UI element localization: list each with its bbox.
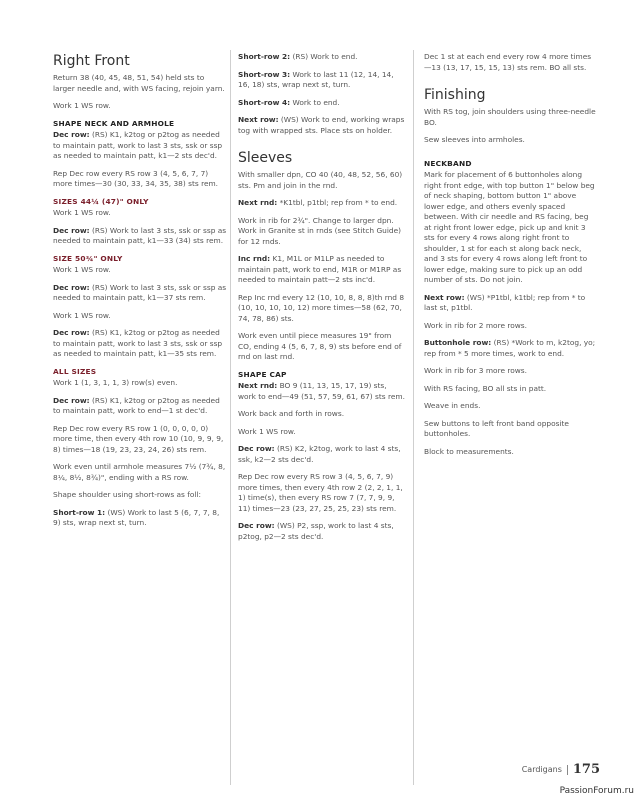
paragraph (424, 338, 596, 359)
paragraph: Work 1 WS row. (53, 101, 111, 110)
paragraph: Shape shoulder using short-rows as foll: (53, 490, 201, 499)
paragraph (53, 396, 228, 417)
page-number: 175 (572, 762, 600, 777)
paragraph: Work 1 WS row. (53, 310, 111, 320)
paragraph (238, 52, 406, 63)
subheading-shape-cap: SHAPE CAP (238, 369, 287, 379)
row-label: Dec row: (53, 225, 90, 235)
paragraph: Rep Dec row every RS row 3 (4, 5, 6, 7, 9) more times, then every 4th row 2 (2, 2, 1, 1, 1) time(s), then every RS row 7 (7, 7, 9, 9, 11) times—23 (23, 27, 25, 25, 23) sts rem. (238, 472, 403, 513)
paragraph: Weave in ends. (424, 401, 481, 410)
row-text: (RS) Work to last 3 sts, ssk or ssp as needed to maintain patt, k1—37 sts rem. (53, 282, 227, 302)
row-label: Dec row: (53, 328, 90, 337)
row-label: Next row: (238, 115, 279, 124)
row-label: Next rnd: (238, 381, 278, 390)
paragraph: Work in rib for 2 more rows. (424, 320, 527, 330)
paragraph: Work 1 WS row. (53, 208, 111, 217)
footer-section: Cardigans (521, 765, 562, 774)
paragraph: Sew sleeves into armholes. (424, 135, 525, 144)
row-text: (WS) Work to last 5 (6, 7, 7, 8, 9) sts, wrap next st, turn. (53, 507, 220, 527)
paragraph: Sew buttons to left front band opposite buttonholes. (424, 418, 569, 438)
paragraph (53, 130, 228, 162)
paragraph: Work back and forth in rows. (238, 409, 345, 418)
row-label: Dec row: (238, 521, 275, 530)
row-text: Work to end. (290, 97, 340, 107)
row-label: Short-row 2: (238, 52, 291, 61)
row-label: Short-row 3: (238, 69, 291, 79)
paragraph: Work in rib for 2¾". Change to larger dpn. Work in Granite st in rnds (see Stitch Guide) for 12 rnds. (238, 215, 402, 246)
paragraph: Return 38 (40, 45, 48, 51, 54) held sts to larger needle and, with WS facing, rejoin yarn. (53, 73, 225, 93)
paragraph (53, 328, 228, 360)
paragraph: Work even until armhole measures 7½ (7¾, 8, 8¼, 8½, 8¾)", ending with a RS row. (53, 462, 226, 482)
section-title-finishing: Finishing (424, 87, 486, 103)
watermark: PassionForum.ru (559, 786, 634, 796)
page-footer (470, 762, 600, 778)
paragraph (238, 254, 406, 286)
subheading-shape-neck: SHAPE NECK AND ARMHOLE (53, 118, 175, 128)
paragraph: Work in rib for 3 more rows. (424, 366, 527, 375)
row-text: K1, M1L or M1LP as needed to maintain patt, work to end, M1R or M1RP as needed to maintain patt—2 sts inc'd. (238, 254, 402, 284)
paragraph (238, 70, 406, 91)
row-label: Dec row: (53, 130, 90, 139)
paragraph: Work 1 WS row. (53, 265, 111, 274)
row-text: Work to last 11 (12, 14, 14, 16, 18) sts, wrap next st, turn. (238, 69, 394, 89)
row-text: (WS) *P1tbl, k1tbl; rep from * to last st, p1tbl. (424, 292, 586, 312)
row-text: (RS) K1, k2tog or p2tog as needed to maintain patt, work to last 3 sts, ssk or ssp as needed to maintain patt, k1—2 sts dec'd. (53, 130, 223, 160)
paragraph: With RS facing, BO all sts in patt. (424, 383, 547, 393)
paragraph: Block to measurements. (424, 446, 514, 456)
paragraph (238, 381, 406, 402)
row-label: Dec row: (53, 395, 90, 405)
column-divider (230, 50, 231, 785)
row-text: (RS) *Work to m, k2tog, yo; rep from * 5 more times, work to end. (424, 338, 596, 358)
paragraph (424, 293, 596, 314)
section-title-sleeves: Sleeves (238, 150, 293, 166)
paragraph (238, 98, 406, 109)
subheading-sizes-2: SIZE 50¾" ONLY (53, 253, 123, 263)
paragraph: Rep Inc rnd every 12 (10, 10, 8, 8, 8)th rnd 8 (10, 10, 10, 10, 12) more times—58 (62, 70, 74, 78, 86) sts. (238, 292, 405, 323)
paragraph: Rep Dec row every RS row 3 (4, 5, 6, 7, 7) more times—30 (30, 33, 34, 35, 38) sts rem. (53, 168, 219, 188)
paragraph: With smaller dpn, CO 40 (40, 48, 52, 56, 60) sts. Pm and join in the rnd. (238, 170, 403, 190)
paragraph (53, 508, 228, 529)
row-text: *K1tbl, p1tbl; rep from * to end. (277, 198, 398, 207)
paragraph: Work 1 (1, 3, 1, 1, 3) row(s) even. (53, 378, 178, 387)
row-text: (WS) Work to end, working wraps tog with wrapped sts. Place sts on holder. (238, 115, 405, 135)
row-text: (RS) K2, k2tog, work to last 4 sts, ssk, k2—2 sts dec'd. (238, 444, 401, 464)
paragraph (238, 198, 406, 209)
row-label: Next row: (424, 292, 465, 302)
row-text: (RS) K1, k2tog or p2tog as needed to maintain patt, work to end—1 st dec'd. (53, 395, 220, 415)
row-text: BO 9 (11, 13, 15, 17, 19) sts, work to end—49 (51, 57, 59, 61, 67) sts rem. (238, 381, 405, 401)
row-label: Dec row: (238, 444, 275, 453)
paragraph (53, 226, 228, 247)
subheading-sizes-1: SIZES 44¼ (47)" ONLY (53, 196, 149, 206)
column-divider (413, 50, 414, 785)
paragraph: Rep Dec row every RS row 1 (0, 0, 0, 0, 0) more time, then every 4th row 10 (10, 9, 9, 9, 8) times—18 (19, 23, 23, 24, 26) sts rem. (53, 423, 224, 454)
column-2 (238, 52, 406, 549)
paragraph: With RS tog, join shoulders using three-needle BO. (424, 107, 596, 127)
paragraph: Mark for placement of 6 buttonholes along right front edge, with top button 1" below beg of neck shaping, bottom button 1" above lower edge, and others evenly spaced between. With cir needle and RS facing, beg at right front lower edge, pick up and knit 3 sts for every 4 rows along right front to shoulder, 1 st for each st along back neck, and 3 sts for every 4 rows along left front to lower edge, making sure to pick up an odd number of sts. Do not join. (424, 170, 595, 284)
row-label: Dec row: (53, 282, 90, 292)
paragraph: Dec 1 st at each end every row 4 more times—13 (13, 17, 15, 15, 13) sts rem. BO all sts. (424, 52, 592, 72)
row-text: (RS) Work to last 3 sts, ssk or ssp as needed to maintain patt, k1—33 (34) sts rem. (53, 225, 227, 245)
paragraph (238, 521, 406, 542)
column-1 (53, 52, 228, 536)
paragraph: Work even until piece measures 19" from CO, ending 4 (5, 6, 7, 8, 9) sts before end of rnd on last rnd. (238, 331, 402, 361)
subheading-neckband: NECKBAND (424, 158, 472, 168)
paragraph (238, 444, 406, 465)
row-label: Short-row 1: (53, 507, 106, 517)
section-title-right-front: Right Front (53, 53, 130, 69)
row-text: (RS) Work to end. (290, 52, 358, 61)
row-label: Next rnd: (238, 198, 278, 207)
paragraph (238, 115, 406, 136)
column-3 (424, 52, 596, 464)
paragraph (53, 283, 228, 304)
row-label: Buttonhole row: (424, 338, 492, 347)
row-label: Short-row 4: (238, 97, 291, 107)
row-text: (RS) K1, k2tog or p2tog as needed to maintain patt, work to last 3 sts, ssk or ssp as needed to maintain patt, k1—35 sts rem. (53, 328, 223, 358)
subheading-all-sizes: ALL SIZES (53, 366, 97, 376)
paragraph: Work 1 WS row. (238, 426, 296, 436)
row-label: Inc rnd: (238, 254, 271, 263)
footer-separator (567, 765, 568, 775)
row-text: (WS) P2, ssp, work to last 4 sts, p2tog, p2—2 sts dec'd. (238, 521, 394, 541)
